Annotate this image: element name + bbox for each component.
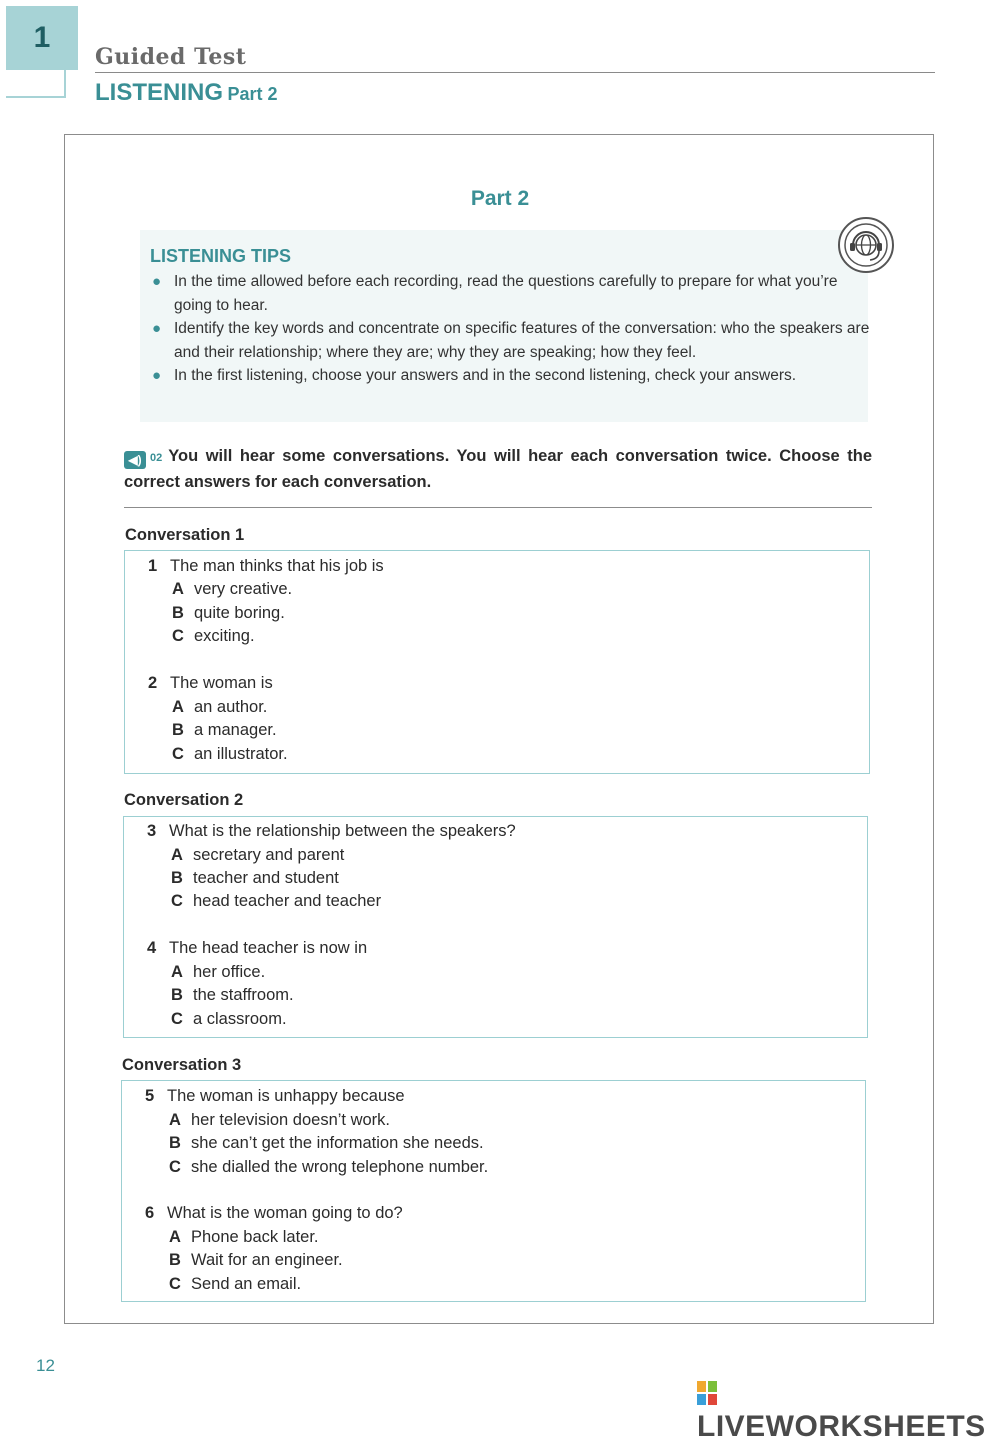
tip-item: ● In the first listening, choose your answers and in the second listening, check your answers. xyxy=(150,364,870,388)
tips-heading: LISTENING TIPS xyxy=(150,246,292,266)
bullet-icon: ● xyxy=(152,273,162,290)
question-2: 2 The woman is xyxy=(148,674,273,692)
conversation-3-title: Conversation 3 xyxy=(122,1056,242,1074)
conversation-1-title: Conversation 1 xyxy=(125,526,245,544)
option-3b[interactable]: B teacher and student xyxy=(171,869,339,887)
section-heading xyxy=(95,79,278,107)
tip-item: ● In the time allowed before each recording, read the questions carefully to prepare for what you’re going to hear. xyxy=(150,270,870,317)
option-6a[interactable]: A Phone back later. xyxy=(169,1228,319,1246)
page-number: 12 xyxy=(36,1356,55,1375)
question-4: 4 The head teacher is now in xyxy=(147,939,368,957)
section-name: LISTENING xyxy=(95,79,224,106)
instruction-divider xyxy=(124,507,872,508)
exercise-instructions xyxy=(124,444,872,494)
option-3c[interactable]: C head teacher and teacher xyxy=(171,892,382,910)
instruction-text: You will hear some conversations. You will hear each conversation twice. Choose the correct answers for each conversation. xyxy=(124,447,872,491)
option-1a[interactable]: A very creative. xyxy=(172,580,293,598)
section-part: Part 2 xyxy=(227,84,278,104)
part-title: Part 2 xyxy=(470,187,530,210)
unit-number-tab: 1 xyxy=(6,6,78,70)
option-1c[interactable]: C exciting. xyxy=(172,627,255,645)
liveworksheets-logo-icon xyxy=(697,1381,717,1405)
question-1: 1 The man thinks that his job is xyxy=(148,557,384,575)
unit-tab-rule xyxy=(6,96,64,98)
option-5c[interactable]: C she dialled the wrong telephone number. xyxy=(169,1158,489,1176)
brand-name: LIVEWORKSHEETS xyxy=(697,1410,986,1443)
bullet-icon: ● xyxy=(152,367,162,384)
option-6b[interactable]: B Wait for an engineer. xyxy=(169,1251,343,1269)
page-title: Guided Test xyxy=(95,44,247,70)
option-2c[interactable]: C an illustrator. xyxy=(172,745,288,763)
unit-tab-rule-vertical xyxy=(64,70,66,98)
question-6: 6 What is the woman going to do? xyxy=(145,1204,403,1222)
question-5: 5 The woman is unhappy because xyxy=(145,1087,405,1105)
option-2a[interactable]: A an author. xyxy=(172,698,268,716)
tip-item: ● Identify the key words and concentrate on specific features of the conversation: who the speakers are and their relationship; where they are; why they are speaking; how they feel. xyxy=(150,317,870,364)
option-6c[interactable]: C Send an email. xyxy=(169,1275,302,1293)
option-4b[interactable]: B the staffroom. xyxy=(171,986,294,1004)
track-number: 02 xyxy=(150,452,163,464)
audio-icon[interactable]: ◀) xyxy=(124,451,146,469)
bullet-icon: ● xyxy=(152,320,162,337)
option-1b[interactable]: B quite boring. xyxy=(172,604,285,622)
question-3: 3 What is the relationship between the speakers? xyxy=(147,822,516,840)
option-3a[interactable]: A secretary and parent xyxy=(171,846,345,864)
option-5b[interactable]: B she can’t get the information she needs. xyxy=(169,1134,484,1152)
liveworksheets-logo[interactable] xyxy=(697,1376,1000,1444)
tips-list xyxy=(150,270,870,388)
conversation-2-title: Conversation 2 xyxy=(124,791,244,809)
option-4c[interactable]: C a classroom. xyxy=(171,1010,287,1028)
option-4a[interactable]: A her office. xyxy=(171,963,266,981)
option-2b[interactable]: B a manager. xyxy=(172,721,277,739)
headset-globe-icon xyxy=(836,215,896,275)
header-divider xyxy=(95,72,935,73)
option-5a[interactable]: A her television doesn’t work. xyxy=(169,1111,391,1129)
